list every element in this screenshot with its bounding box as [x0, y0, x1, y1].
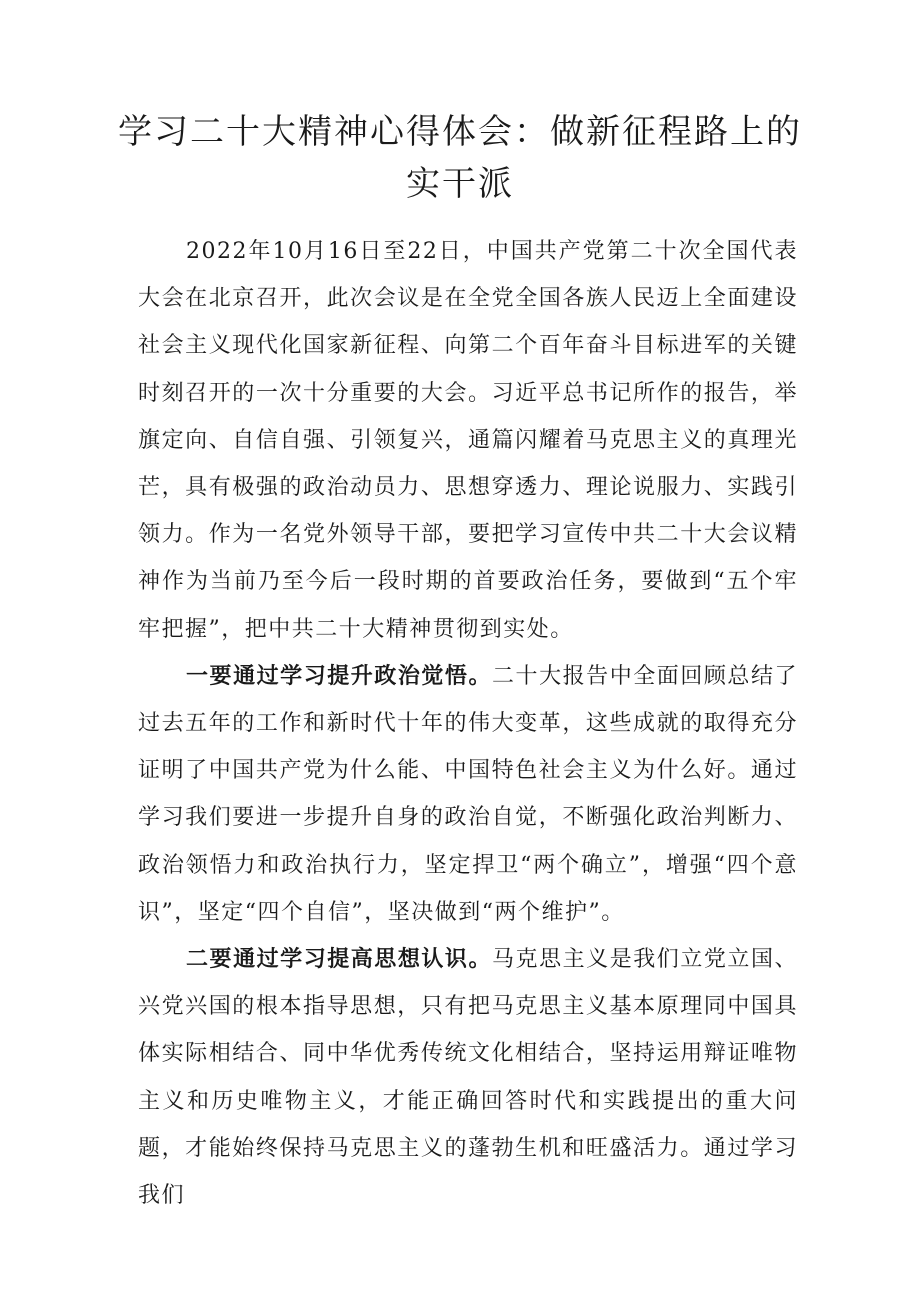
- paragraph-point-two: [138, 936, 798, 1219]
- paragraph-text: 二十大报告中全面回顾总结了过去五年的工作和新时代十年的伟大变革，这些成就的取得充分证明了中国共产党为什么能、中国特色社会主义为什么好。通过学习我们要进一步提升自身的政治自觉，不断强化政治判断力、政治领悟力和政治执行力，坚定捍卫“两个确立”，增强“四个意识”，坚定“四个自信”，坚决做到“两个维护”。: [138, 663, 798, 925]
- paragraph-text: 马克思主义是我们立党立国、兴党兴国的根本指导思想，只有把马克思主义基本原理同中国具体实际相结合、同中华优秀传统文化相结合，坚持运用辩证唯物主义和历史唯物主义，才能正确回答时代和实践提出的重大问题，才能始终保持马克思主义的蓬勃生机和旺盛活力。通过学习我们: [138, 947, 798, 1209]
- paragraph-lead: 一要通过学习提升政治觉悟。: [186, 663, 493, 689]
- paragraph-intro: [138, 228, 798, 653]
- document-body: [138, 228, 798, 1219]
- paragraph-point-one: [138, 653, 798, 936]
- document-title: 学习二十大精神心得体会：做新征程路上的实干派: [118, 112, 802, 204]
- paragraph-text: 2022年10月16日至22日，中国共产党第二十次全国代表大会在北京召开，此次会议是在全党全国各族人民迈上全面建设社会主义现代化国家新征程、向第二个百年奋斗目标进军的关键时刻召开的一次十分重要的大会。习近平总书记所作的报告，举旗定向、自信自强、引领复兴，通篇闪耀着马克思主义的真理光芒，具有极强的政治动员力、思想穿透力、理论说服力、实践引领力。作为一名党外领导干部，要把学习宣传中共二十大会议精神作为当前乃至今后一段时期的首要政治任务，要做到“五个牢牢把握”，把中共二十大精神贯彻到实处。: [138, 239, 798, 642]
- paragraph-lead: 二要通过学习提高思想认识。: [186, 947, 493, 973]
